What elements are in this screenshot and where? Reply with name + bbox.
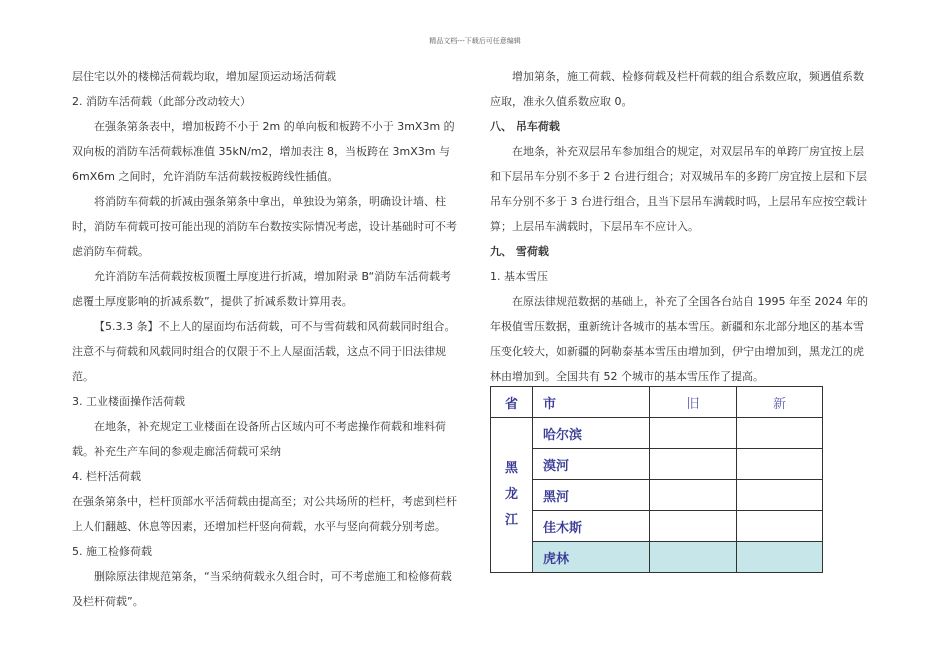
new-value-cell xyxy=(737,449,823,480)
page-header: 精品文档---下载后可任意编辑 xyxy=(429,37,521,45)
snow-pressure-table xyxy=(490,386,823,573)
paragraph: 层住宅以外的楼梯活荷载均取，增加屋顶运动场活荷载 xyxy=(72,70,336,83)
city-cell: 佳木斯 xyxy=(533,511,650,542)
old-value-cell xyxy=(650,418,737,449)
header-province: 省 xyxy=(491,387,533,418)
new-value-cell xyxy=(737,511,823,542)
paragraph: 在强条第条表中，增加板跨不小于 2m 的单向板和板跨不小于 3mX3m 的双向板的消防车活荷载标准值 35kN/m2，增加表注 8，当板跨在 3mX3m 与 6mX6m 之间时，允许消防车活荷载按板跨线性插值。 xyxy=(72,120,455,183)
section-heading: 3. 工业楼面操作活荷载 xyxy=(72,395,185,408)
paragraph: 删除原法律规范第条，“当采纳荷载永久组合时，可不考虑施工和检修荷载及栏杆荷载”。 xyxy=(72,570,452,608)
table-row xyxy=(491,418,823,449)
table-row xyxy=(491,511,823,542)
city-cell: 漠河 xyxy=(533,449,650,480)
table-header-row xyxy=(491,387,823,418)
table-row-highlighted xyxy=(491,542,823,573)
section-heading: 八、 吊车荷载 xyxy=(490,120,560,133)
table-row xyxy=(491,449,823,480)
new-value-cell xyxy=(737,480,823,511)
subsection-heading: 1. 基本雪压 xyxy=(490,270,548,283)
city-cell: 黑河 xyxy=(533,480,650,511)
old-value-cell xyxy=(650,480,737,511)
paragraph: 【5.3.3 条】不上人的屋面均布活荷载，可不与雪荷载和风荷载同时组合。注意不与荷载和风载同时组合的仅限于不上人屋面活载，这点不同于旧法律规范。 xyxy=(72,320,456,383)
paragraph: 在原法律规范数据的基础上，补充了全国各台站自 1995 年至 2024 年的年极值雪压数据，重新统计各城市的基本雪压。新疆和东北部分地区的基本雪压变化较大，如新疆的阿勒泰基本雪压由增加到，伊宁由增加到，黑龙江的虎林由增加到。全国共有 52 个城市的基本雪压作了提高。 xyxy=(490,295,868,383)
province-cell: 黑 龙 江 xyxy=(491,418,533,573)
header-city: 市 xyxy=(533,387,650,418)
paragraph: 将消防车荷载的折减由强条第条中拿出，单独设为第条，明确设计墙、柱时，消防车荷载可按可能出现的消防车台数按实际情况考虑，设计基础时可不考虑消防车荷载。 xyxy=(72,195,457,258)
paragraph: 增加第条，施工荷载、检修荷载及栏杆荷载的组合系数应取，频遇值系数应取，准永久值系数应取 0。 xyxy=(490,70,864,108)
paragraph: 在地条，补充双层吊车参加组合的规定，对双层吊车的单跨厂房宜按上层和下层吊车分别不多于 2 台进行组合；对双城吊车的多跨厂房宜按上层和下层吊车分别不多于 3 台进行组合，且当下层吊车满载时吗，上层吊车应按空载计算；上层吊车满载时，下层吊车不应计入。 xyxy=(490,145,867,233)
paragraph: 在地条，补充规定工业楼面在设备所占区域内可不考虑操作荷载和堆料荷载。补充生产车间的参观走廊活荷载可采纳 xyxy=(72,420,446,458)
city-cell: 哈尔滨 xyxy=(533,418,650,449)
section-heading: 2. 消防车活荷载（此部分改动较大） xyxy=(72,95,251,108)
section-heading: 4. 栏杆活荷载 xyxy=(72,470,141,483)
new-value-cell xyxy=(737,542,823,573)
old-value-cell xyxy=(650,449,737,480)
paragraph: 在强条第条中，栏杆顶部水平活荷载由提高至；对公共场所的栏杆，考虑到栏杆上人们翻越、休息等因素，还增加栏杆竖向荷载，水平与竖向荷载分别考虑。 xyxy=(72,495,457,533)
right-column xyxy=(490,64,874,389)
header-old: 旧 xyxy=(650,387,737,418)
left-column xyxy=(72,64,460,614)
city-cell: 虎林 xyxy=(533,542,650,573)
header-new: 新 xyxy=(737,387,823,418)
new-value-cell xyxy=(737,418,823,449)
old-value-cell xyxy=(650,542,737,573)
old-value-cell xyxy=(650,511,737,542)
paragraph: 允许消防车活荷载按板顶覆土厚度进行折减，增加附录 B“消防车活荷载考虑覆土厚度影响的折减系数”，提供了折减系数计算用表。 xyxy=(72,270,452,308)
section-heading: 九、 雪荷载 xyxy=(490,245,549,258)
section-heading: 5. 施工检修荷载 xyxy=(72,545,152,558)
table-row xyxy=(491,480,823,511)
